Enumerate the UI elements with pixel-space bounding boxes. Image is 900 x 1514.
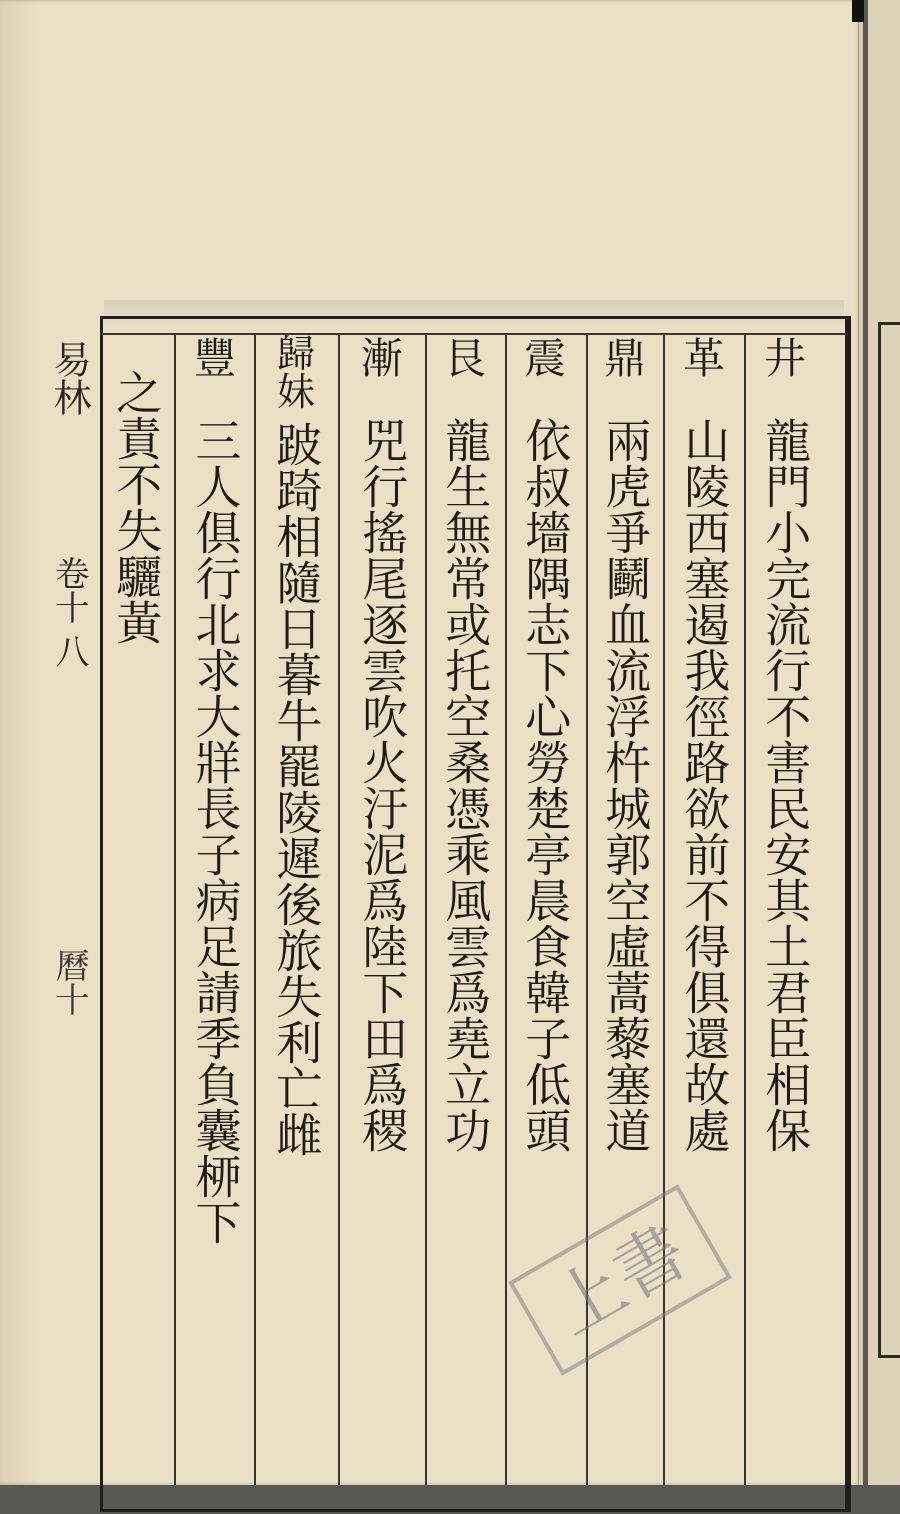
hexagram-heading: 豐 [193,334,236,383]
text-column [256,332,336,1157]
text-column [342,335,422,1153]
text-column [175,335,255,1245]
text-column [585,335,665,1153]
hexagram-heading: 震 [523,334,566,383]
hexagram-heading: 井 [763,334,806,383]
margin-footer: 曆十 [49,948,89,1016]
seal-text: 上書 [508,1184,732,1376]
verse-text: 三人俱行北求大牂長子病足請季負囊桺下 [188,417,243,1245]
block-margin [40,340,98,1016]
verse-text: 依叔墻隅志下心勞楚亭晨食韓子低頭 [518,417,573,1153]
text-column [745,335,825,1153]
verse-text: 龍門小完流行不害民安其土君臣相保 [758,417,813,1153]
volume-label: 卷十 [49,556,89,624]
text-column [96,335,176,645]
book-title: 易林 [47,340,91,416]
adjacent-page [868,0,900,1485]
verse-text: 兩虎爭鬬血流浮杵城郭空虛蒿藜塞道 [598,417,653,1153]
hexagram-heading: 鼎 [603,334,646,383]
hexagram-heading: 漸 [360,334,403,383]
verse-text: 山陵西塞遏我徑路欲前不得俱還故處 [677,417,732,1153]
verse-text: 兕行搖尾逐雲吹火汙泥爲陸下田爲稷 [355,417,410,1153]
adjacent-page-frame [878,322,900,1358]
text-column [425,335,505,1153]
hexagram-heading: 艮 [443,334,486,383]
verse-text: 龍生無常或托空桑憑乘風雲爲堯立功 [438,417,493,1153]
hexagram-heading: 革 [682,334,725,383]
column-rule [338,333,340,1485]
leaf-number: 八 [49,634,89,668]
hexagram-heading: 歸妹 [276,332,315,414]
text-column [505,335,585,1153]
verse-text: 跛踦相隨日暮牛罷陵遲後旅失利亡雌 [269,421,324,1157]
binding-tab [852,0,864,22]
verse-text: 之責不失驪黃 [109,369,164,645]
text-column [664,335,744,1153]
page-edge [858,0,863,1485]
